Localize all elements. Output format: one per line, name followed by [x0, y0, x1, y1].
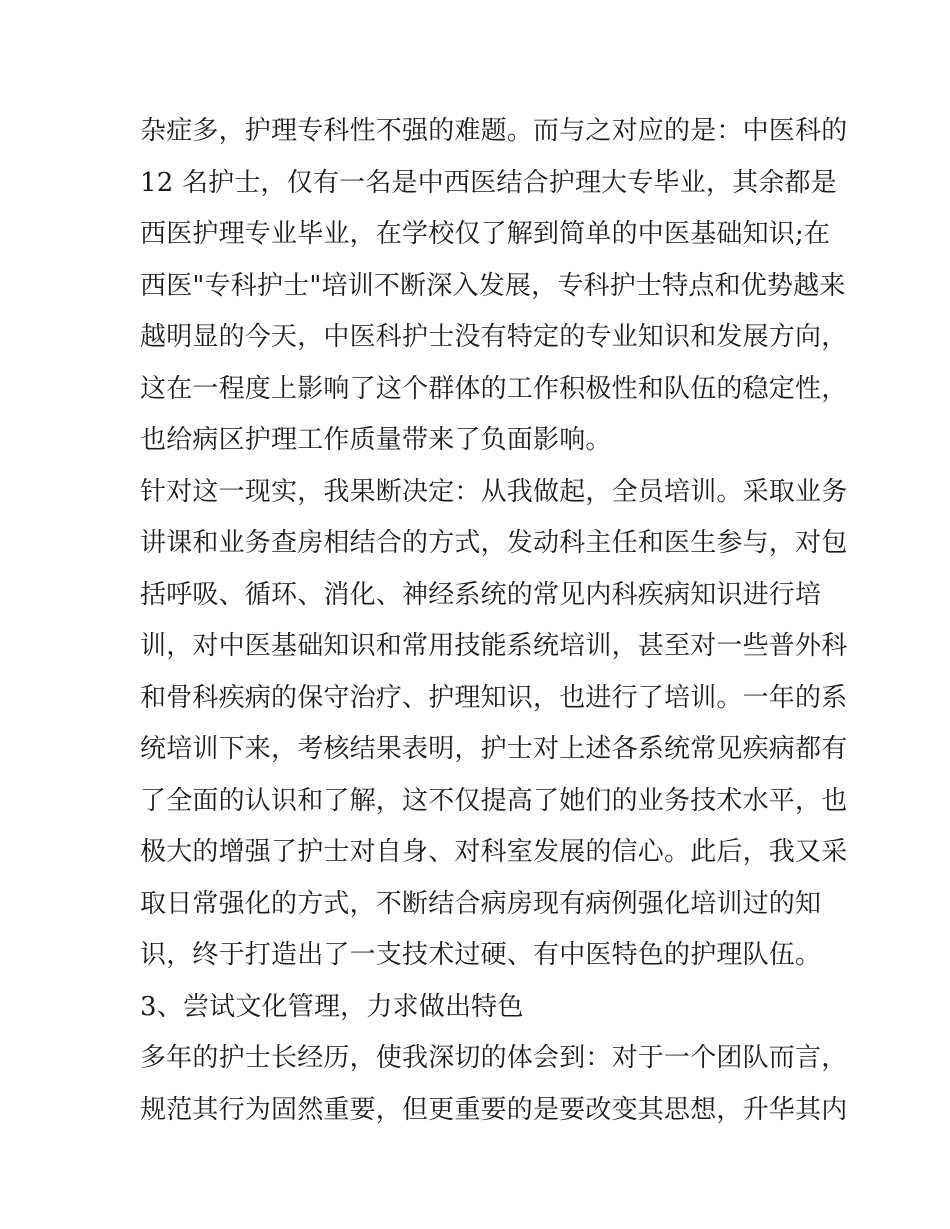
text-line: 杂症多，护理专科性不强的难题。而与之对应的是：中医科的	[140, 116, 848, 146]
body-text	[140, 109, 848, 1139]
text-line: 12 名护士，仅有一名是中西医结合护理大专毕业，其余都是	[140, 167, 837, 198]
text-line: 西医护理专业毕业，在学校仅了解到简单的中医基础知识;在	[140, 219, 831, 249]
text-line: 讲课和业务查房相结合的方式，发动科主任和医生参与，对包	[140, 528, 848, 558]
text-line: 多年的护士长经历，使我深切的体会到：对于一个团队而言，	[140, 1043, 848, 1073]
text-line: 规范其行为固然重要，但更重要的是要改变其思想，升华其内	[140, 1094, 848, 1125]
text-line: 这在一程度上影响了这个群体的工作积极性和队伍的稳定性，	[140, 373, 848, 404]
text-line: 越明显的今天，中医科护士没有特定的专业知识和发展方向，	[140, 322, 848, 352]
text-line: 极大的增强了护士对自身、对科室发展的信心。此后，我又采	[140, 837, 848, 867]
text-line: 取日常强化的方式，不断结合病房现有病例强化培训过的知	[140, 888, 822, 919]
text-line: 识，终于打造出了一支技术过硬、有中医特色的护理队伍。	[140, 940, 822, 970]
section-heading: 3、尝试文化管理，力求做出特色	[140, 991, 524, 1022]
text-line: 针对这一现实，我果断决定：从我做起，全员培训。采取业务	[140, 476, 848, 507]
text-line: 也给病区护理工作质量带来了负面影响。	[140, 425, 612, 455]
text-line: 统培训下来，考核结果表明，护士对上述各系统常见疾病都有	[140, 734, 848, 764]
text-line: 括呼吸、循环、消化、神经系统的常见内科疾病知识进行培	[140, 579, 822, 610]
text-line: 和骨科疾病的保守治疗、护理知识，也进行了培训。一年的系	[140, 682, 848, 713]
text-line: 训，对中医基础知识和常用技能系统培训，甚至对一些普外科	[140, 631, 848, 661]
text-line: 了全面的认识和了解，这不仅提高了她们的业务技术水平，也	[140, 785, 848, 816]
text-line: 西医"专科护士"培训不断深入发展，专科护士特点和优势越来	[140, 270, 846, 301]
